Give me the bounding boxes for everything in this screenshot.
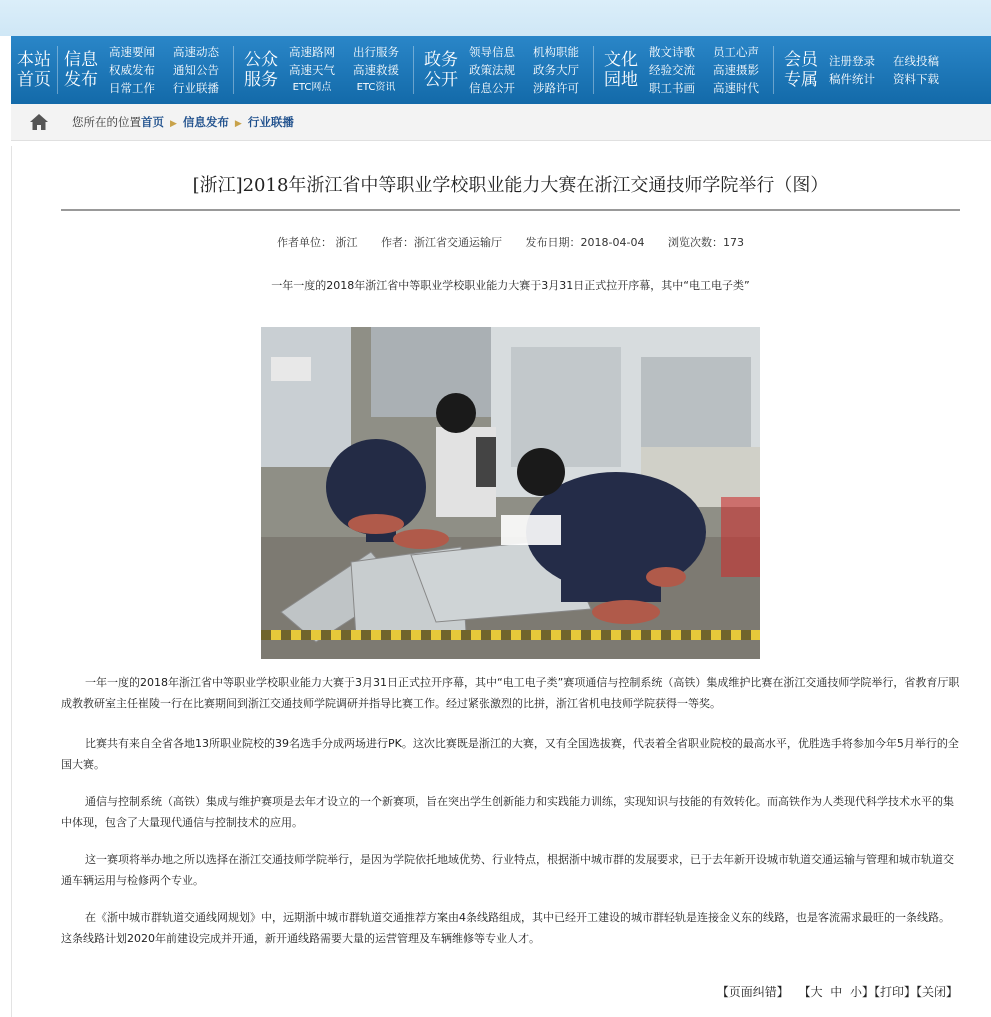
nav-link[interactable]: 通知公告 (173, 63, 219, 77)
article-paragraph: 比赛共有来自全省各地13所职业院校的39名选手分成两场进行PK。这次比赛既是浙江的大赛，又有全国选拔赛，代表着全省职业院校的最高水平，优胜选手将参加今年5月举行的全国大赛。 (61, 737, 959, 771)
nav-column (339, 43, 413, 97)
nav-link[interactable]: 在线投稿 (893, 54, 939, 68)
nav-link[interactable]: 权威发布 (109, 63, 155, 77)
nav-link[interactable]: ETC资讯 (356, 82, 396, 93)
nav-group-title[interactable]: 会员专属 (784, 50, 818, 90)
title-divider (61, 209, 960, 211)
font-size-large-link[interactable]: 大 (810, 985, 823, 999)
nav-group-title[interactable]: 信息发布 (64, 50, 98, 90)
meta-views: 浏览次数：173 (667, 236, 744, 249)
article-photo (261, 327, 760, 659)
font-size-open-bracket: 【 (798, 985, 811, 999)
article-paragraph: 这一赛项将举办地之所以选择在浙江交通技师学院举行，是因为学院依托地域优势、行业特点，根据浙中城市群的发展要求，已于去年新开设城市轨道交通运输与管理和城市轨道交通车辆运用与检修两个专业。 (61, 853, 954, 887)
breadcrumb-link-home[interactable]: 首页 (141, 115, 164, 129)
nav-link[interactable]: 散文诗歌 (649, 45, 695, 59)
chevron-right-icon: ▶ (170, 119, 177, 129)
nav-group-public-service (233, 36, 413, 104)
nav-column (645, 43, 699, 97)
meta-unit: 作者单位： 浙江 (277, 236, 358, 249)
main-navigation (11, 36, 991, 104)
nav-link[interactable]: 涉路许可 (533, 81, 579, 95)
nav-link[interactable]: 政务大厅 (533, 63, 579, 77)
chevron-right-icon: ▶ (234, 119, 242, 129)
nav-column (519, 43, 593, 97)
nav-link[interactable]: 信息公开 (469, 81, 515, 95)
article-intro: 一年一度的2018年浙江省中等职业学校职业能力大赛于3月31日正式拉开序幕，其中“电工电子类” (271, 279, 750, 292)
page-correction-link[interactable]: 【页面纠错】 (716, 985, 789, 999)
nav-column (465, 43, 519, 97)
nav-link[interactable]: 日常工作 (109, 81, 155, 95)
nav-link[interactable]: 高速动态 (173, 45, 219, 59)
nav-link[interactable]: 高速路网 (289, 45, 335, 59)
nav-group-government (413, 36, 593, 104)
article-paragraph: 一年一度的2018年浙江省中等职业学校职业能力大赛于3月31日正式拉开序幕，其中“电工电子类”赛项通信与控制系统（高铁）集成维护比赛在浙江交通技师学院举行，省教育厅职成教教研室主任崔陵一行在比赛期间到浙江交通技师学院调研并指导比赛工作。经过紧张激烈的比拼，浙江省机电技师学院获得一等奖。 (61, 676, 960, 710)
nav-link[interactable]: 高速救援 (353, 63, 399, 77)
nav-link[interactable]: 稿件统计 (829, 72, 875, 86)
nav-link[interactable]: 资料下载 (893, 72, 939, 86)
nav-group-title[interactable]: 文化园地 (604, 50, 638, 90)
nav-group-info (57, 36, 233, 104)
meta-date: 发布日期：2018-04-04 (525, 236, 645, 249)
nav-group-home (11, 36, 57, 104)
breadcrumb-link-info[interactable]: 信息发布 (182, 115, 229, 129)
breadcrumb-prefix: 您所在的位置 (72, 115, 141, 129)
home-icon[interactable] (29, 113, 49, 131)
nav-group-title[interactable]: 公众服务 (244, 50, 278, 90)
nav-group-member (773, 36, 943, 104)
nav-column (699, 43, 773, 97)
nav-link[interactable]: 领导信息 (469, 45, 515, 59)
nav-link[interactable]: 高速摄影 (713, 63, 759, 77)
article-meta (61, 234, 960, 250)
print-link[interactable]: 【打印】 (873, 985, 916, 999)
article-footer-actions (717, 983, 958, 1000)
nav-link[interactable]: 行业联播 (173, 81, 219, 95)
nav-link[interactable]: 政策法规 (469, 63, 515, 77)
meta-author: 作者：浙江省交通运输厅 (381, 236, 503, 249)
nav-link[interactable]: 经验交流 (649, 63, 695, 77)
nav-link[interactable]: ETC网点 (292, 82, 332, 93)
nav-link[interactable]: 高速时代 (713, 81, 759, 95)
article-paragraph: 通信与控制系统（高铁）集成与维护赛项是去年才设立的一个新赛项，旨在突出学生创新能力和实践能力训练，实现知识与技能的有效转化。而高铁作为人类现代科学技术水平的集中体现，包含了大量现代通信与控制技术的应用。 (61, 795, 954, 829)
breadcrumb (11, 104, 991, 141)
nav-link[interactable]: 员工心声 (713, 45, 759, 59)
nav-column (105, 43, 159, 97)
nav-group-culture (593, 36, 773, 104)
nav-home-link[interactable]: 本站首页 (17, 50, 51, 90)
nav-column (285, 43, 339, 97)
close-link[interactable]: 【关闭】 (915, 985, 958, 999)
breadcrumb-path (72, 114, 294, 130)
nav-link[interactable]: 出行服务 (353, 45, 399, 59)
nav-link[interactable]: 高速要闻 (109, 45, 155, 59)
nav-column (825, 52, 879, 88)
header-sky-banner (0, 0, 991, 36)
nav-link[interactable]: 注册登录 (829, 54, 875, 68)
font-size-small-link[interactable]: 小 (849, 985, 862, 999)
nav-column (159, 43, 233, 97)
font-size-close-bracket: 】 (861, 985, 874, 999)
breadcrumb-link-industry[interactable]: 行业联播 (247, 115, 294, 129)
nav-link[interactable]: 机构职能 (533, 45, 579, 59)
font-size-medium-link[interactable]: 中 (830, 985, 843, 999)
article-title: [浙江]2018年浙江省中等职业学校职业能力大赛在浙江交通技师学院举行（图） (192, 175, 829, 196)
competition-photo-illustration (261, 327, 760, 659)
nav-column (879, 52, 943, 88)
nav-group-title[interactable]: 政务公开 (424, 50, 458, 90)
nav-link[interactable]: 职工书画 (649, 81, 695, 95)
nav-link[interactable]: 高速天气 (289, 63, 335, 77)
article-paragraph: 在《浙中城市群轨道交通线网规划》中，远期浙中城市群轨道交通推荐方案由4条线路组成，其中已经开工建设的城市群轻轨是连接金义东的线路，也是客流需求最旺的一条线路。这条线路计划2020年前建设完成并开通，新开通线路需要大量的运营管理及车辆维修等专业人才。 (61, 911, 950, 945)
